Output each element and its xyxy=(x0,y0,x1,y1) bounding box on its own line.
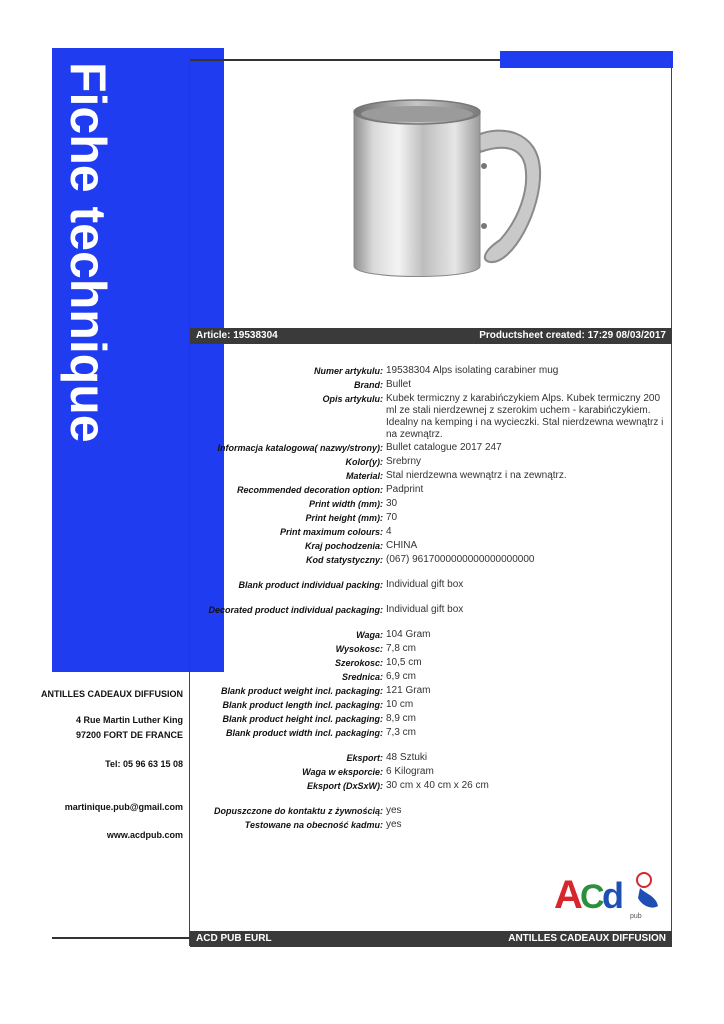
spec-value: CHINA xyxy=(386,540,418,551)
spec-label: Kod statystyczny: xyxy=(305,555,383,565)
spec-value: 70 xyxy=(386,512,398,523)
spec-label: Szerokosc: xyxy=(334,658,383,668)
spec-value: Individual gift box xyxy=(386,579,464,590)
spec-value: Individual gift box xyxy=(386,604,464,615)
spec-row xyxy=(192,553,666,567)
spec-value: Kubek termiczny z karabińczykiem Alps. Kubek termiczny 200 ml ze stali nierdzewnej z szerokim uchem - karabińczykiem. Idealny na kemping i na wycieczki. Stal nierdzewna wewnątrz i na zewnątrz. xyxy=(386,393,664,440)
spec-label: Eksport (DxSxW): xyxy=(306,781,383,791)
contact-company: ANTILLES CADEAUX DIFFUSION xyxy=(40,689,183,699)
article-number: Article: 19538304 xyxy=(196,330,278,341)
spec-value: 4 xyxy=(386,526,392,537)
logo-letter-c: C xyxy=(580,878,605,916)
spec-value: 7,8 cm xyxy=(386,643,417,654)
footer-right: ANTILLES CADEAUX DIFFUSION xyxy=(508,933,666,944)
spec-row xyxy=(192,364,666,378)
spec-value: 104 Gram xyxy=(386,629,431,640)
spec-value: Bullet xyxy=(386,379,412,390)
contact-street: 4 Rue Martin Luther King xyxy=(75,715,183,725)
contact-email[interactable]: martinique.pub@gmail.com xyxy=(64,802,183,812)
spec-label: Waga w eksporcie: xyxy=(302,767,383,777)
spec-row xyxy=(192,455,666,469)
spec-row xyxy=(192,779,666,793)
spec-label: Opis artykulu: xyxy=(322,394,383,404)
spec-row xyxy=(192,378,666,392)
spec-value: 30 cm x 40 cm x 26 cm xyxy=(386,780,489,791)
spec-value: yes xyxy=(386,805,402,816)
spec-label: Eksport: xyxy=(346,753,383,763)
spec-value: yes xyxy=(386,819,402,830)
logo-clock-icon xyxy=(637,873,651,887)
spec-row xyxy=(192,497,666,511)
logo-sub: pub xyxy=(630,913,642,920)
spec-row xyxy=(192,578,666,592)
spec-label: Blank product weight incl. packaging: xyxy=(220,686,383,696)
spec-label: Print height (mm): xyxy=(305,513,383,523)
spec-value: Srebrny xyxy=(386,456,422,467)
spec-label: Kraj pochodzenia: xyxy=(304,541,383,551)
spec-row xyxy=(192,511,666,525)
logo-letter-a: A xyxy=(554,873,583,917)
spec-row xyxy=(192,392,666,441)
spec-row xyxy=(192,684,666,698)
spec-label: Recommended decoration option: xyxy=(236,485,383,495)
spec-value: 121 Gram xyxy=(386,685,431,696)
header-bar xyxy=(190,328,672,344)
spec-value: 19538304 Alps isolating carabiner mug xyxy=(386,365,559,376)
spec-value: 30 xyxy=(386,498,398,509)
spec-table xyxy=(192,364,666,832)
spec-label: Print width (mm): xyxy=(309,499,383,509)
spec-label: Wysokosc: xyxy=(335,644,383,654)
spec-label: Material: xyxy=(345,471,383,481)
spec-row xyxy=(192,765,666,779)
spec-label: Waga: xyxy=(356,630,383,640)
spec-row xyxy=(192,712,666,726)
spec-value: Stal nierdzewna wewnątrz i na zewnątrz. xyxy=(386,470,567,481)
spec-value: (067) 9617000000000000000000 xyxy=(386,554,535,565)
spec-value: 7,3 cm xyxy=(386,727,417,738)
spec-row xyxy=(192,441,666,455)
spec-value: 6 Kilogram xyxy=(386,766,434,777)
spec-row xyxy=(192,642,666,656)
spec-label: Blank product individual packing: xyxy=(238,580,383,590)
spec-label: Print maximum colours: xyxy=(279,527,383,537)
footer-left: ACD PUB EURL xyxy=(196,933,272,944)
spec-label: Testowane na obecność kadmu: xyxy=(244,820,383,830)
spec-label: Blank product height incl. packaging: xyxy=(222,714,383,724)
footer-bar xyxy=(190,931,672,947)
contact-website[interactable]: www.acdpub.com xyxy=(106,830,183,840)
spec-label: Brand: xyxy=(354,380,383,390)
page-title: Fiche technique xyxy=(60,62,116,443)
spec-value: 6,9 cm xyxy=(386,671,417,682)
spec-value: Padprint xyxy=(386,484,424,495)
bottom-rule xyxy=(52,937,190,939)
spec-row xyxy=(192,628,666,642)
spec-value: 48 Sztuki xyxy=(386,752,428,763)
logo-figure-icon xyxy=(638,888,658,908)
spec-value: 10,5 cm xyxy=(386,657,422,668)
spec-label: Dopuszczone do kontaktu z żywnością: xyxy=(213,806,383,816)
spec-label: Decorated product individual packaging: xyxy=(208,605,383,615)
acd-pub-logo xyxy=(552,866,662,922)
spec-row xyxy=(192,603,666,617)
logo-letter-d: d xyxy=(602,875,624,916)
spec-row xyxy=(192,818,666,832)
spec-row xyxy=(192,698,666,712)
contact-city: 97200 FORT DE FRANCE xyxy=(75,730,183,740)
spec-label: Blank product width incl. packaging: xyxy=(225,728,383,738)
spec-label: Informacja katalogowa( nazwy/strony): xyxy=(217,443,383,453)
spec-row xyxy=(192,469,666,483)
spec-row xyxy=(192,525,666,539)
spec-row xyxy=(192,539,666,553)
spec-row xyxy=(192,804,666,818)
spec-row xyxy=(192,483,666,497)
spec-value: 8,9 cm xyxy=(386,713,417,724)
spec-row xyxy=(192,670,666,684)
created-timestamp: Productsheet created: 17:29 08/03/2017 xyxy=(479,330,666,341)
spec-row xyxy=(192,726,666,740)
product-image xyxy=(340,90,560,290)
spec-row xyxy=(192,751,666,765)
spec-label: Kolor(y): xyxy=(345,457,383,467)
spec-row xyxy=(192,656,666,670)
spec-label: Srednica: xyxy=(341,672,383,682)
spec-value: 10 cm xyxy=(386,699,414,710)
spec-value: Bullet catalogue 2017 247 xyxy=(386,442,502,453)
spec-label: Blank product length incl. packaging: xyxy=(222,700,383,710)
contact-phone: Tel: 05 96 63 15 08 xyxy=(105,759,183,769)
spec-label: Numer artykulu: xyxy=(313,366,383,376)
